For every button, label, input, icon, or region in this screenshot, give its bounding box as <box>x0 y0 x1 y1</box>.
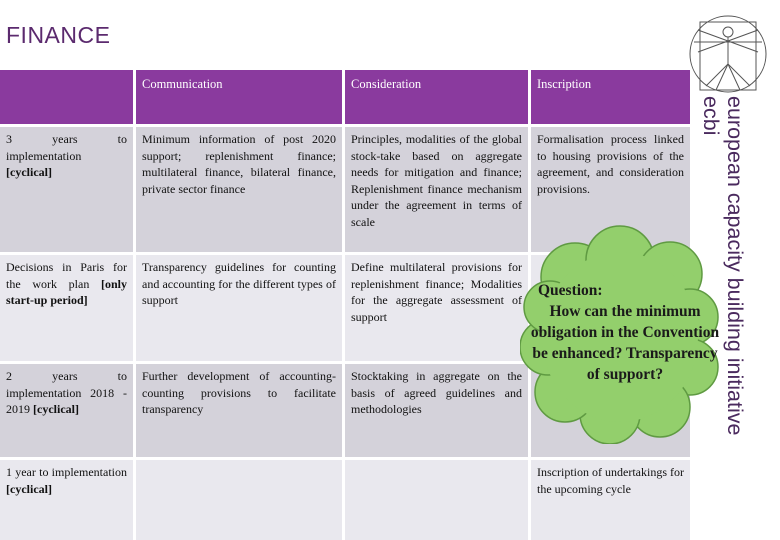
row4-inscription: Inscription of undertakings for the upcoming cycle <box>531 460 690 540</box>
side-branding-inner <box>643 96 747 436</box>
row2-consideration: Define multilateral provisions for replenishment finance; Modalities for the aggregate assessment of support <box>345 255 528 361</box>
row1-consideration: Principles, modalities of the global stock-take based on aggregate needs for mitigation and finance; Replenishment finance mechanism under the agreement in terms of scale <box>345 127 528 252</box>
header-cell-blank <box>0 70 133 124</box>
cloud-callout-text <box>530 280 720 385</box>
row1-label-tag: [cyclical] <box>6 165 52 179</box>
row3-communication: Further development of accounting-counting provisions to facilitate transparency <box>136 364 342 457</box>
row1-inscription: Formalisation process linked to housing provisions of the agreement, and consideration provisions. <box>531 127 690 252</box>
header-consideration: Consideration <box>345 70 528 124</box>
row3-label-tag: [cyclical] <box>33 402 79 416</box>
row4-label-tag: [cyclical] <box>6 481 52 496</box>
row2-label-tag: [only start-up period] <box>6 276 127 307</box>
callout-question-text: How can the minimum obligation in the Convention be enhanced? Transparency of support? <box>530 303 720 383</box>
vitruvian-logo-icon <box>686 12 770 96</box>
org-abbr: ecbi <box>699 96 723 136</box>
row3-consideration: Stocktaking in aggregate on the basis of agreed guidelines and methodologies <box>345 364 528 457</box>
row4-label-text: 1 year to implementation <box>6 465 127 479</box>
row4-communication <box>136 460 342 540</box>
page-title: FINANCE <box>6 22 111 48</box>
row1-label-text: 3 years to implementation <box>6 132 127 163</box>
row1-communication: Minimum information of post 2020 support; replenishment finance; multilateral finance, bilateral finance, private sector finance <box>136 127 342 252</box>
row3-label <box>0 364 133 457</box>
header-communication: Communication <box>136 70 342 124</box>
row2-label <box>0 255 133 361</box>
org-name: european capacity building initiative <box>723 96 747 436</box>
row1-label <box>0 127 133 252</box>
row4-consideration <box>345 460 528 540</box>
row2-communication: Transparency guidelines for counting and accounting for the different types of support <box>136 255 342 361</box>
row3-label-text: 2 years to implementation 2018 - 2019 <box>6 369 127 416</box>
header-inscription: Inscription <box>531 70 690 124</box>
row2-label-text: Decisions in Paris for the work plan <box>6 260 127 291</box>
row4-label <box>0 460 133 540</box>
callout-question-label: Question: <box>538 282 603 299</box>
